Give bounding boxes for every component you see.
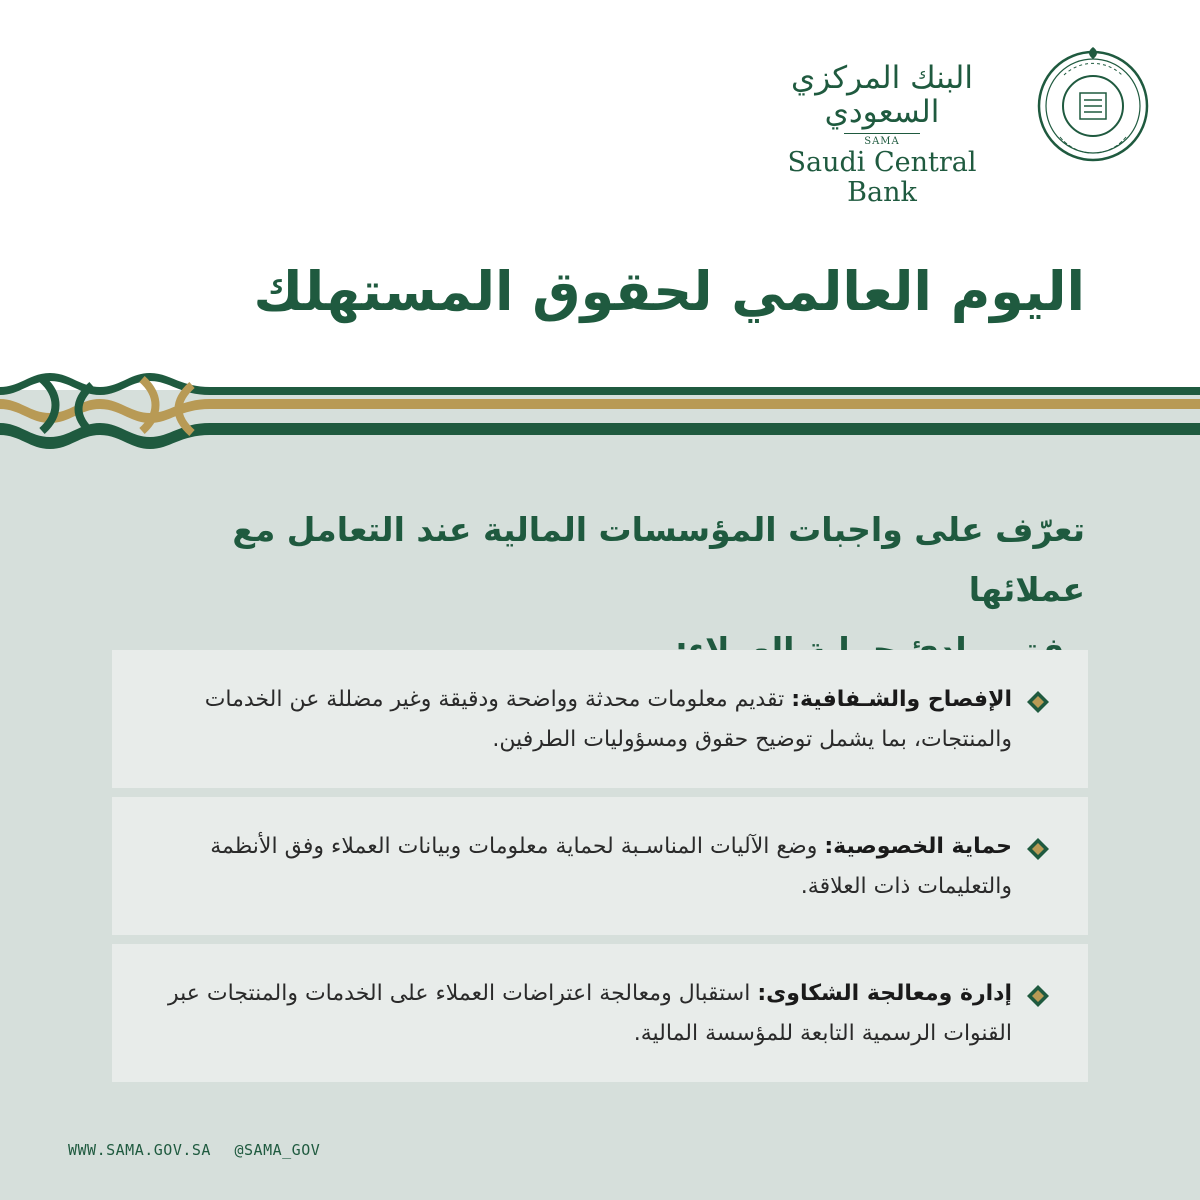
decorative-wave-band (0, 365, 1200, 455)
diamond-bullet-icon (1026, 690, 1050, 714)
principle-term: إدارة ومعالجة الشكاوى: (757, 981, 1012, 1006)
logo-sama-label: SAMA (844, 133, 920, 147)
principle-text (132, 827, 1012, 907)
intro-line-1: تعرّف على واجبات المؤسسات المالية عند التعامل مع عملائها (232, 510, 1085, 609)
website-link[interactable]: WWW.SAMA.GOV.SA (68, 1141, 211, 1159)
principle-term: الإفصاح والشـفافية: (791, 687, 1012, 712)
principle-card-complaints (112, 944, 1088, 1082)
principle-card-privacy (112, 797, 1088, 935)
principle-text (132, 680, 1012, 760)
logo-arabic-name: البنك المركزي السعودي (791, 60, 973, 130)
sama-logo (752, 45, 1152, 208)
principle-card-disclosure (112, 650, 1088, 788)
page-title: اليوم العالمي لحقوق المستهلك (253, 260, 1085, 323)
footer (68, 1141, 334, 1159)
diamond-bullet-icon (1026, 984, 1050, 1008)
diamond-bullet-icon (1026, 837, 1050, 861)
principle-description: تقديم معلومات محدثة وواضحة ودقيقة وغير مضللة عن الخدمات والمنتجات، بما يشمل توضيح حقوق ومسؤوليات الطرفين. (204, 687, 1012, 752)
logo-english-name: Saudi Central Bank (787, 147, 977, 208)
principle-description: وضع الآليات المناسـبة لحماية معلومات وبيانات العملاء وفق الأنظمة والتعليمات ذات العلاقة. (210, 834, 1012, 899)
principle-text (132, 974, 1012, 1054)
logo-text (752, 61, 1012, 208)
social-handle[interactable]: @SAMA_GOV (234, 1141, 321, 1159)
principle-term: حماية الخصوصية: (824, 834, 1012, 859)
principle-description: استقبال ومعالجة اعتراضات العملاء على الخدمات والمنتجات عبر القنوات الرسمية التابعة للمؤسسة المالية. (168, 981, 1012, 1046)
sama-seal-icon (1034, 45, 1152, 163)
